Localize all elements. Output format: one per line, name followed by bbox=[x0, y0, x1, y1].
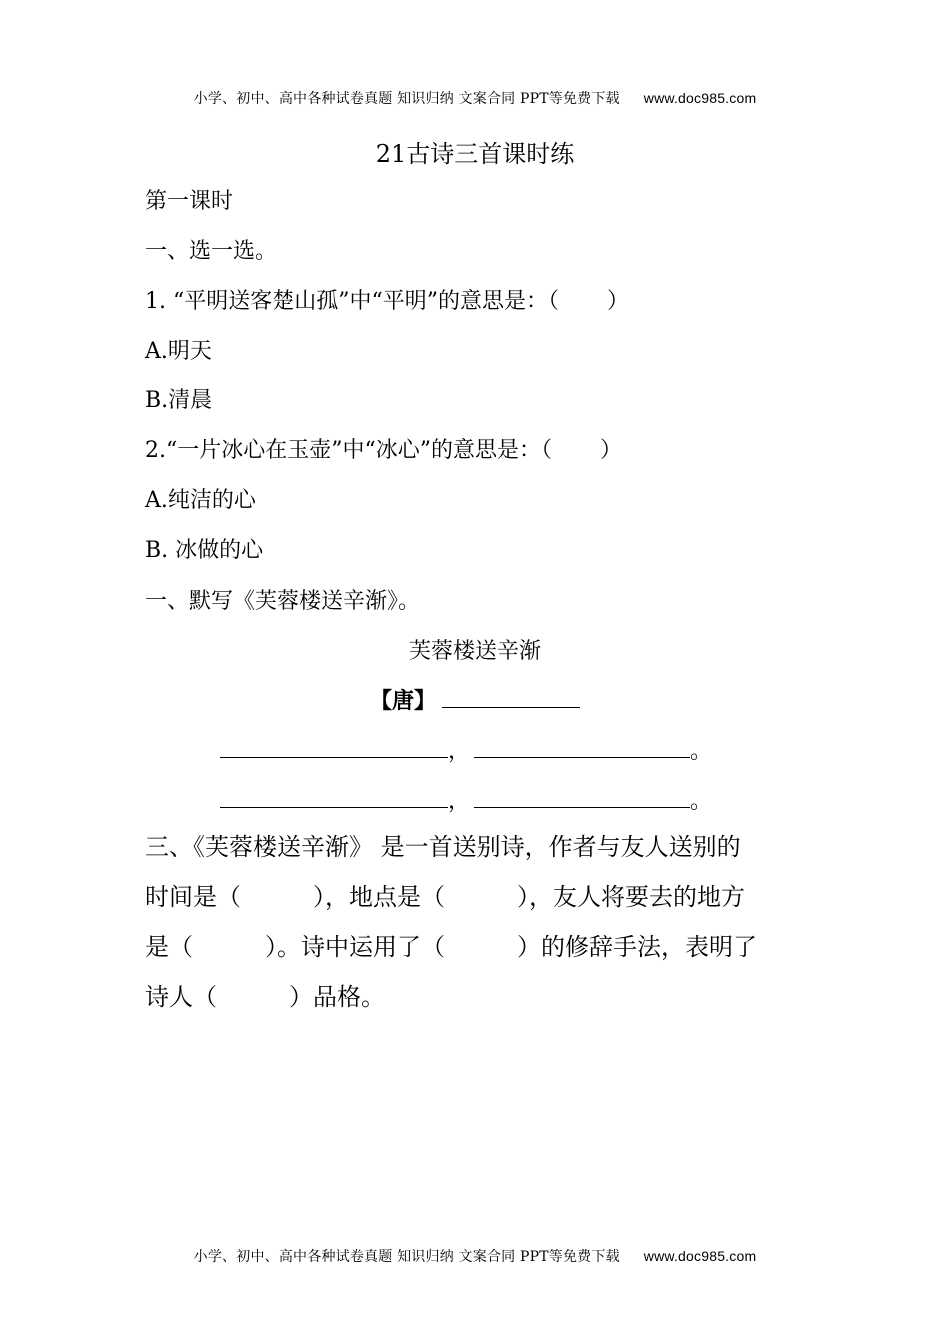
poem-comma-2: ， bbox=[448, 789, 471, 814]
poem-period-1: 。 bbox=[690, 739, 713, 764]
dynasty-label: 【唐】 bbox=[369, 688, 436, 714]
question-2-option-b: B. 冰做的心 bbox=[145, 538, 264, 563]
footer-text: 小学、初中、高中各种试卷真题 知识归纳 文案合同 PPT等免费下载 bbox=[193, 1249, 620, 1265]
question-1-option-b: B.清晨 bbox=[145, 388, 213, 413]
poem-blank-2[interactable] bbox=[474, 737, 690, 758]
section3-line-4: 诗人（ ）品格。 bbox=[145, 983, 385, 1011]
question-1-close: ） bbox=[606, 289, 629, 314]
page-header bbox=[0, 88, 950, 108]
section2-heading: 一、默写《芙蓉楼送辛渐》。 bbox=[145, 589, 421, 614]
header-url[interactable]: www.doc985.com bbox=[643, 90, 757, 106]
question-2-stem: 2.“一片冰心在玉壶”中“冰心”的意思是：（ bbox=[145, 438, 552, 463]
poem-blank-1[interactable] bbox=[220, 737, 448, 758]
header-text: 小学、初中、高中各种试卷真题 知识归纳 文案合同 PPT等免费下载 bbox=[193, 91, 620, 107]
poem-title: 芙蓉楼送辛渐 bbox=[408, 639, 541, 664]
question-2-close: ） bbox=[599, 438, 622, 463]
section3-line-1: 三、《芙蓉楼送辛渐》 是一首送别诗，作者与友人送别的 bbox=[145, 833, 741, 861]
footer-url[interactable]: www.doc985.com bbox=[643, 1248, 757, 1264]
poem-period-2: 。 bbox=[690, 789, 713, 814]
poem-comma-1: ， bbox=[448, 739, 471, 764]
section3-paragraph bbox=[145, 822, 810, 1022]
question-2 bbox=[145, 433, 622, 464]
question-2-option-a: A.纯洁的心 bbox=[145, 488, 256, 513]
author-blank[interactable] bbox=[442, 687, 580, 708]
poem-blank-3[interactable] bbox=[220, 787, 448, 808]
poem-author-line bbox=[0, 684, 950, 715]
question-1-option-a: A.明天 bbox=[145, 339, 212, 364]
poem-line-2 bbox=[220, 784, 712, 815]
question-1-stem: 1. “平明送客楚山孤”中“平明”的意思是：（ bbox=[145, 289, 559, 314]
worksheet-title: 21古诗三首课时练 bbox=[375, 140, 575, 168]
page-footer bbox=[0, 1246, 950, 1266]
section3-line-3: 是（ ）。诗中运用了（ ）的修辞手法，表明了 bbox=[145, 933, 757, 961]
section3-line-2: 时间是（ ），地点是（ ），友人将要去的地方 bbox=[145, 883, 745, 911]
poem-line-1 bbox=[220, 734, 712, 765]
poem-blank-4[interactable] bbox=[474, 787, 690, 808]
lesson-label: 第一课时 bbox=[145, 189, 234, 214]
question-1 bbox=[145, 284, 629, 315]
section1-heading: 一、选一选。 bbox=[145, 239, 278, 264]
